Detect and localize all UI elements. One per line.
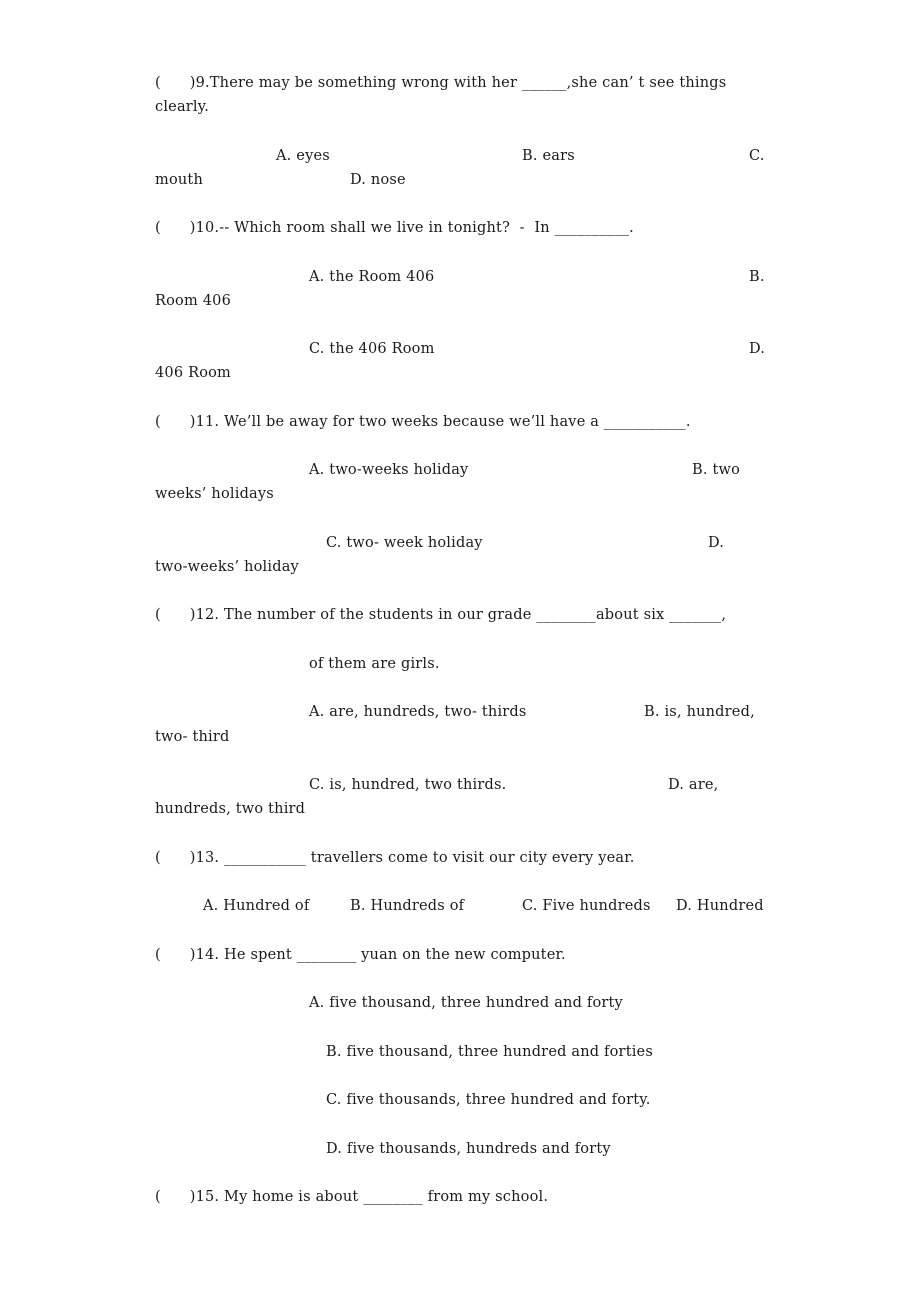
question-14-option-a: A. five thousand, three hundred and forty xyxy=(309,995,623,1011)
question-11-stem: ( )11. We’ll be away for two weeks because we’ll have a ___________. xyxy=(155,414,691,430)
question-14-option-d: D. five thousands, hundreds and forty xyxy=(326,1141,611,1157)
question-12-option-c: C. is, hundred, two thirds. xyxy=(309,777,507,793)
question-10-option-b-text: Room 406 xyxy=(155,293,232,309)
question-13-option-d: D. Hundred xyxy=(676,898,764,914)
question-11-option-b-label: B. two xyxy=(692,462,741,478)
question-9-option-b: B. ears xyxy=(522,148,575,164)
question-10-stem: ( )10.-- Which room shall we live in tonight? - In __________. xyxy=(155,220,634,236)
question-13-stem: ( )13. ___________ travellers come to visit our city every year. xyxy=(155,850,635,866)
question-9-option-c-text: mouth xyxy=(155,172,203,188)
question-12-stem-cont: of them are girls. xyxy=(309,656,440,672)
question-9-stem: ( )9.There may be something wrong with her ______,she can’ t see things xyxy=(155,75,727,91)
question-12-option-b-text: two- third xyxy=(155,729,230,745)
question-15-stem: ( )15. My home is about ________ from my school. xyxy=(155,1189,549,1205)
question-10-option-a: A. the Room 406 xyxy=(309,269,435,285)
question-10-option-b-label: B. xyxy=(749,269,765,285)
question-9-stem-cont: clearly. xyxy=(155,99,210,115)
question-9-option-c-label: C. xyxy=(749,148,765,164)
question-12-stem: ( )12. The number of the students in our grade ________about six _______, xyxy=(155,607,727,623)
question-9-option-a: A. eyes xyxy=(276,148,330,164)
question-14-option-b: B. five thousand, three hundred and forties xyxy=(326,1044,653,1060)
question-12-option-a: A. are, hundreds, two- thirds xyxy=(309,704,527,720)
question-12-option-d-text: hundreds, two third xyxy=(155,801,306,817)
question-13-option-a: A. Hundred of xyxy=(203,898,310,914)
question-11-option-b-text: weeks’ holidays xyxy=(155,486,274,502)
question-9-option-d: D. nose xyxy=(350,172,406,188)
question-12-option-d-label: D. are, xyxy=(668,777,719,793)
question-13-option-b: B. Hundreds of xyxy=(350,898,465,914)
question-10-option-c: C. the 406 Room xyxy=(309,341,435,357)
question-11-option-a: A. two-weeks holiday xyxy=(309,462,469,478)
question-11-option-d-label: D. xyxy=(708,535,725,551)
question-10-option-d-label: D. xyxy=(749,341,766,357)
question-10-option-d-text: 406 Room xyxy=(155,365,232,381)
question-11-option-d-text: two-weeks’ holiday xyxy=(155,559,299,575)
question-13-option-c: C. Five hundreds xyxy=(522,898,651,914)
question-12-option-b-label: B. is, hundred, xyxy=(644,704,755,720)
question-14-stem: ( )14. He spent ________ yuan on the new computer. xyxy=(155,947,566,963)
question-14-option-c: C. five thousands, three hundred and forty. xyxy=(326,1092,651,1108)
question-11-option-c: C. two- week holiday xyxy=(326,535,483,551)
